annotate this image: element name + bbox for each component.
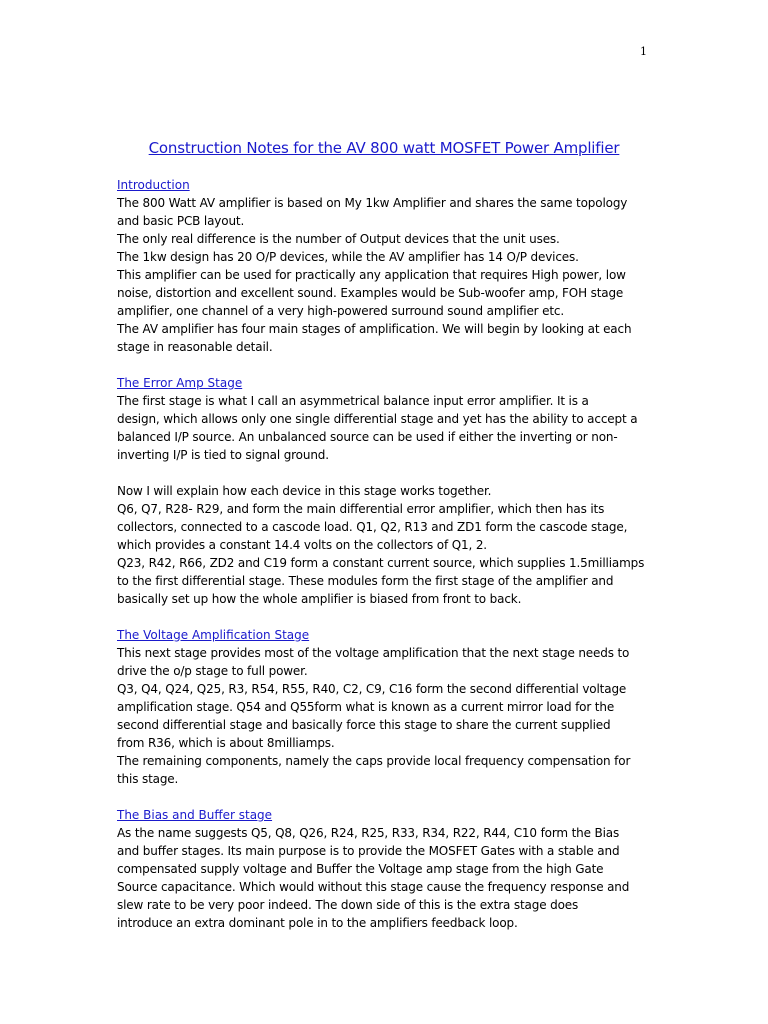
paragraph-line: this stage.: [117, 772, 179, 786]
paragraph-line: The remaining components, namely the caps provide local frequency compensation for: [117, 754, 631, 768]
paragraph-line: This next stage provides most of the voltage amplification that the next stage needs to: [117, 646, 630, 660]
paragraph-line: stage in reasonable detail.: [117, 340, 273, 354]
paragraph-line: basically set up how the whole amplifier is biased from front to back.: [117, 592, 522, 606]
section-heading-introduction: Introduction: [117, 178, 190, 192]
paragraph-line: The 800 Watt AV amplifier is based on My 1kw Amplifier and shares the same topology: [117, 196, 628, 210]
section-heading-bias-buffer: The Bias and Buffer stage: [117, 808, 273, 822]
page-number: 1: [640, 45, 647, 58]
document-title: Construction Notes for the AV 800 watt MOSFET Power Amplifier: [148, 139, 620, 157]
paragraph-gap: [117, 464, 657, 482]
paragraph-line: Source capacitance. Which would without this stage cause the frequency response and: [117, 880, 630, 894]
section-bias-buffer: [117, 806, 657, 932]
paragraph-line: from R36, which is about 8milliamps.: [117, 736, 335, 750]
paragraph-line: Q3, Q4, Q24, Q25, R3, R54, R55, R40, C2, C9, C16 form the second differential voltage: [117, 682, 627, 696]
paragraph-line: which provides a constant 14.4 volts on the collectors of Q1, 2.: [117, 538, 487, 552]
paragraph-line: to the first differential stage. These modules form the first stage of the amplifier and: [117, 574, 614, 588]
paragraph-line: compensated supply voltage and Buffer the Voltage amp stage from the high Gate: [117, 862, 604, 876]
paragraph-line: balanced I/P source. An unbalanced source can be used if either the inverting or non-: [117, 430, 618, 444]
paragraph-line: and buffer stages. Its main purpose is to provide the MOSFET Gates with a stable and: [117, 844, 620, 858]
section-error-amp: [117, 374, 657, 608]
paragraph-line: This amplifier can be used for practically any application that requires High power, low: [117, 268, 626, 282]
paragraph-line: Q6, Q7, R28- R29, and form the main differential error amplifier, which then has its: [117, 502, 605, 516]
paragraph-line: design, which allows only one single differential stage and yet has the ability to accept a: [117, 412, 638, 426]
paragraph-line: The AV amplifier has four main stages of amplification. We will begin by looking at each: [117, 322, 632, 336]
paragraph-line: introduce an extra dominant pole in to the amplifiers feedback loop.: [117, 916, 518, 930]
paragraph-line: As the name suggests Q5, Q8, Q26, R24, R25, R33, R34, R22, R44, C10 form the Bias: [117, 826, 620, 840]
paragraph-line: drive the o/p stage to full power.: [117, 664, 308, 678]
paragraph-line: Q23, R42, R66, ZD2 and C19 form a constant current source, which supplies 1.5milliamps: [117, 556, 645, 570]
paragraph-line: The first stage is what I call an asymmetrical balance input error amplifier. It is a: [117, 394, 589, 408]
paragraph-line: second differential stage and basically force this stage to share the current supplied: [117, 718, 611, 732]
paragraph-line: The 1kw design has 20 O/P devices, while the AV amplifier has 14 O/P devices.: [117, 250, 579, 264]
section-heading-voltage-amp: The Voltage Amplification Stage: [117, 628, 310, 642]
paragraph-line: inverting I/P is tied to signal ground.: [117, 448, 329, 462]
paragraph-line: slew rate to be very poor indeed. The down side of this is the extra stage does: [117, 898, 579, 912]
paragraph-line: The only real difference is the number of Output devices that the unit uses.: [117, 232, 560, 246]
paragraph-line: noise, distortion and excellent sound. Examples would be Sub-woofer amp, FOH stage: [117, 286, 624, 300]
paragraph-line: amplifier, one channel of a very high-powered surround sound amplifier etc.: [117, 304, 565, 318]
section-heading-error-amp: The Error Amp Stage: [117, 376, 243, 390]
section-voltage-amp: [117, 626, 657, 788]
paragraph-line: collectors, connected to a cascode load. Q1, Q2, R13 and ZD1 form the cascode stage,: [117, 520, 628, 534]
section-introduction: [117, 176, 657, 356]
paragraph-line: Now I will explain how each device in this stage works together.: [117, 484, 492, 498]
paragraph-line: amplification stage. Q54 and Q55form what is known as a current mirror load for the: [117, 700, 615, 714]
paragraph-line: and basic PCB layout.: [117, 214, 245, 228]
